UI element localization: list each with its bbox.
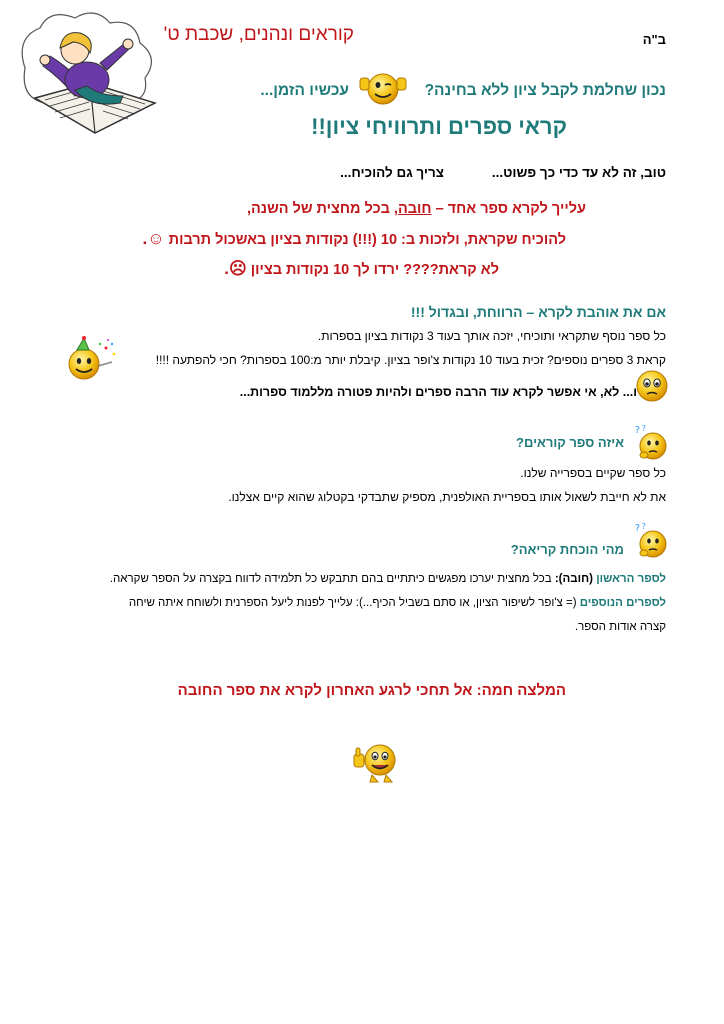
headline: קראי ספרים ותרוויחי ציון!! [311,114,567,139]
first-label: לספר הראשון [596,573,666,585]
thinking-smiley-icon [634,423,670,468]
not-read-text: לא קראת???? ירדו לך 10 נקודות בציון [246,262,499,278]
lovers-heading: אם את אוהבת לקרא – הרווחת, ובגדול !!! [410,304,666,320]
lovers-line-3: ו... לא, אי אפשר לקרא עוד הרבה ספרים ולהיות פטורה מללמוד ספרות... [239,385,637,399]
extra-label: לספרים הנוספים [579,597,666,609]
tip-text: המלצה חמה: אל תחכי לרגע האחרון לקרא את ספר החובה [177,682,566,699]
points-text: להוכיח שקראת, ולזכות ב: 10 (!!!) נקודות בציון באשכול תרבות [164,232,566,248]
which-heading: איזה ספר קוראים? [516,435,624,450]
bh-mark: ב"ה [642,32,666,47]
svg-text:?: ? [641,424,646,433]
which-line-1: כל ספר שקיים בספרייה שלנו. [520,466,666,480]
lovers-line-2: קראת 3 ספרים נוספים? זכית בעוד 10 נקודות צ'ופר בציון. קיבלת יותר מ:100 בספרות? חכי להפתעה !!!! [155,353,666,367]
intro-question: נכון שחלמת לקבל ציון ללא בחינה? [424,82,666,99]
howproof-extra [129,597,666,609]
req-post: , בכל מחצית של השנה, [246,201,398,217]
svg-text:?: ? [634,523,640,534]
sad-emoticon: ☹. [224,259,247,278]
intro-now: עכשיו הזמן... [260,82,349,99]
not-read-line [224,259,499,279]
winking-thumbs-up-smiley-icon [358,68,408,113]
howproof-heading: מהי הוכחת קריאה? [510,542,624,557]
proof-line-b: צריך גם להוכיח... [340,165,444,180]
thinking-smiley-icon-2 [634,521,670,566]
svg-text:?: ? [634,425,640,436]
first-text: בכל מחצית יערכו מפגשים כיתתיים בהם תתבקש כל תלמידה לדווח בקצרה על הספר שקראה. [109,573,555,585]
happy-emoticon: ☺. [142,229,165,248]
party-smiley-icon [62,336,118,389]
thumbs-up-smiley-icon [350,740,406,789]
first-must: (חובה): [554,573,593,585]
svg-text:?: ? [641,522,646,531]
req-must: חובה [397,201,432,217]
howproof-extra-2: קצרה אודות הספר. [574,621,666,633]
which-line-2: את לא חייבת לשאול אותו בספריית האולפנית, מספיק שתבדקי בקטלוג שהוא קיים אצלנו. [228,490,666,504]
pleading-smiley-icon [635,369,669,408]
lovers-line-1: כל ספר נוסף שתקראי ותוכיחי, יזכה אותך בעוד 3 נקודות בציון בספרות. [317,329,666,343]
requirement-line [247,201,586,217]
req-pre: עלייך לקרא ספר אחד – [431,201,586,217]
girl-reading-book-icon [15,8,165,138]
howproof-first [110,573,666,585]
page-title: קוראים ונהנים, שכבת ט' [163,24,354,45]
extra-text: (= צ'ופר לשיפור הציון, או סתם בשביל הכיף...): עלייך לפנות ליעל הספרנית ולשוחח איתה שיחה [128,597,580,609]
proof-line-a: טוב, זה לא עד כדי כך פשוט... [491,165,666,180]
points-line [143,229,566,249]
